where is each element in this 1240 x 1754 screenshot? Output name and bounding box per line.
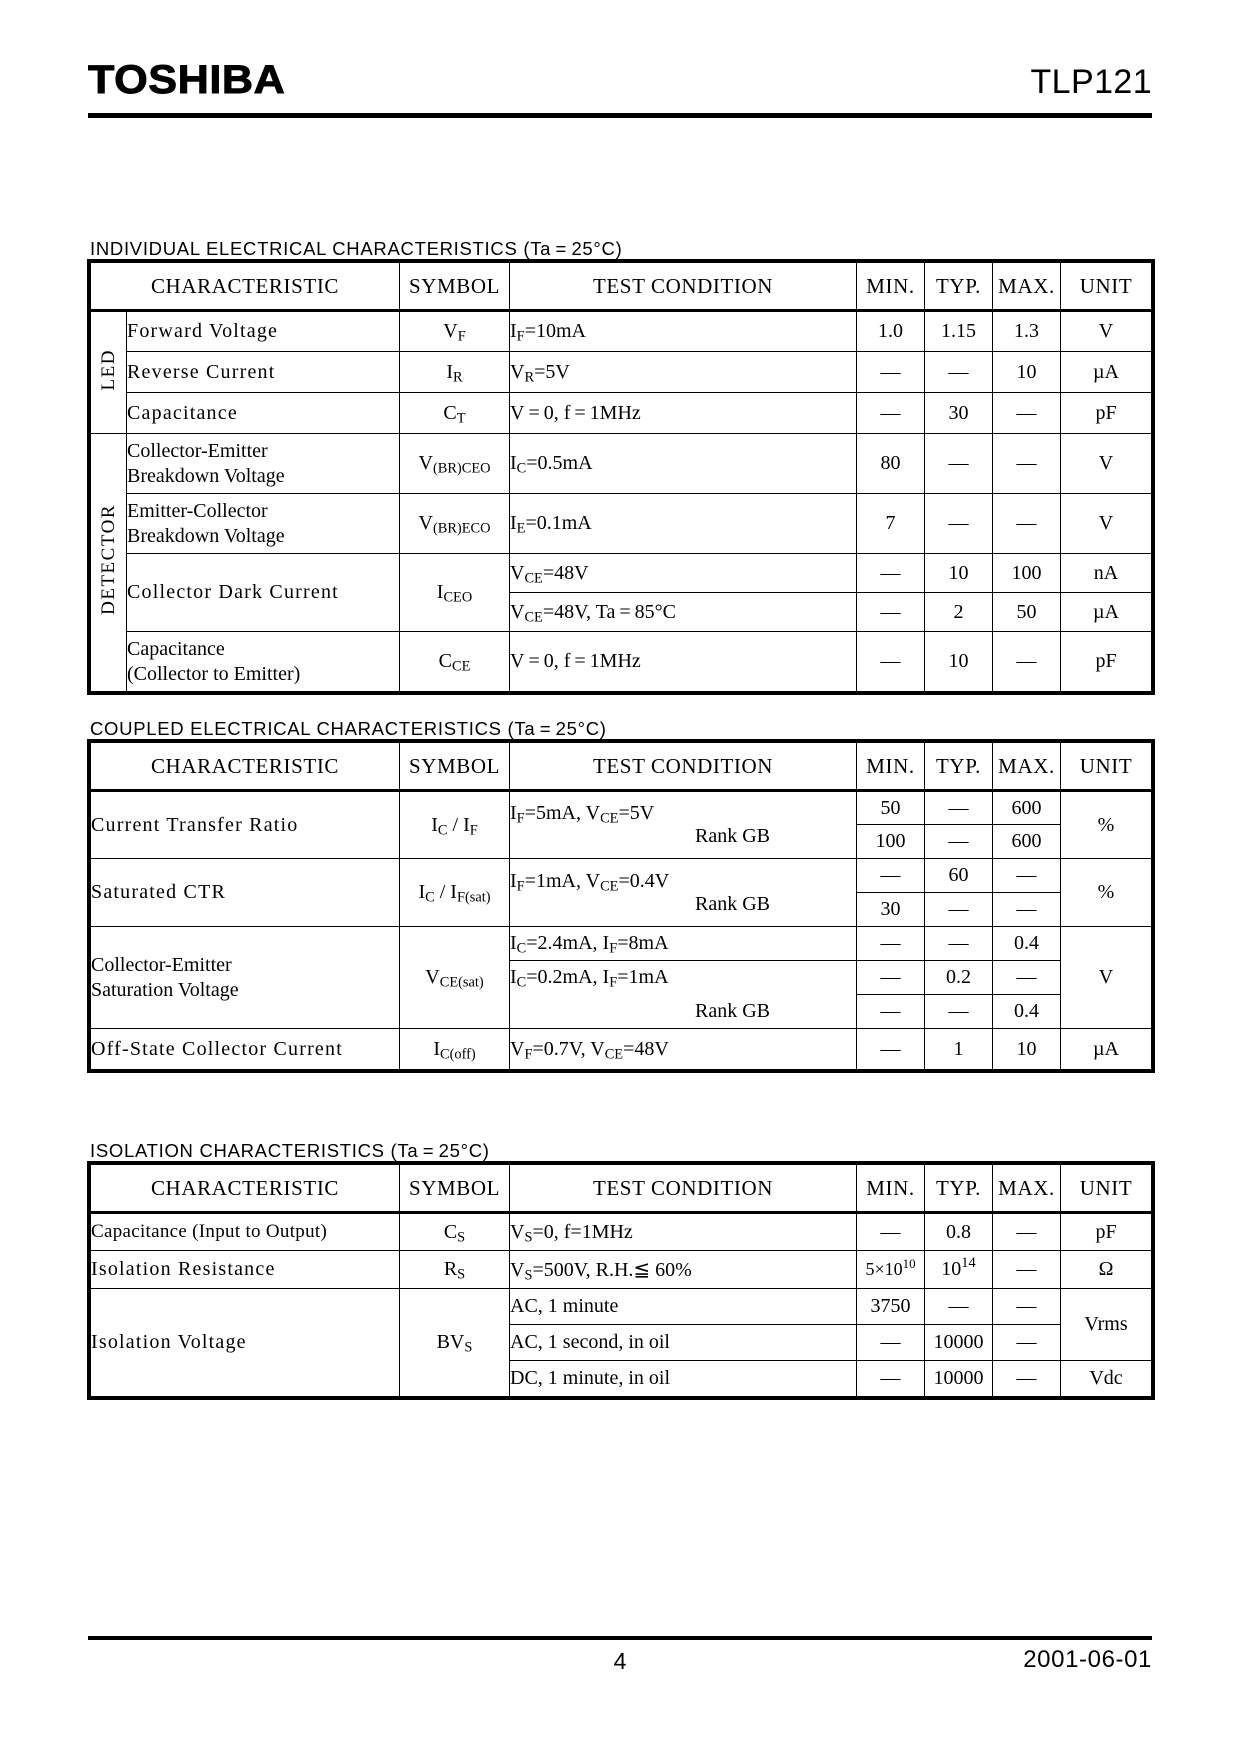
table-row [91,311,1152,352]
row-min: 7 [857,494,925,554]
individual-characteristics-table [90,262,1152,692]
header-symbol: SYMBOL [400,1165,510,1213]
row-unit: V [1061,927,1152,1029]
row-typ: 10000 [925,1361,993,1397]
row-typ: 2 [925,593,993,632]
row-label: Emitter-Collector Breakdown Voltage [127,494,400,554]
row-test-condition: $V_F=0.7V$, $V_{CE}=48V$ [510,1029,857,1070]
row-label: Isolation Resistance [91,1251,400,1289]
row-unit: µA [1061,352,1152,393]
row-max: — [993,434,1061,494]
header-max: MAX. [993,1165,1061,1213]
header-symbol: SYMBOL [400,263,510,311]
row-unit: % [1061,859,1152,927]
row-test-condition-rank: Rank GB [510,995,857,1029]
row-symbol: $V_{(BR)CEO}$ [400,434,510,494]
row-symbol: $I_{C(off)}$ [400,1029,510,1070]
row-label: Current Transfer Ratio [91,791,400,859]
row-label: Capacitance (Input to Output) [91,1213,400,1251]
row-max: — [993,961,1061,995]
row-label: Saturated CTR [91,859,400,927]
isolation-caption: ISOLATION CHARACTERISTICS (Ta = 25°C) [90,1140,490,1161]
row-min: 3750 [857,1289,925,1325]
row-typ: 10000 [925,1325,993,1361]
row-symbol: $I_C / I_F$ [400,791,510,859]
row-typ: — [925,1289,993,1325]
table-row [91,927,1152,961]
row-max: 600 [993,791,1061,825]
footer-divider [88,1636,1152,1640]
row-symbol: $I_C / I_{F(sat)}$ [400,859,510,927]
row-test-condition: V = 0, f = 1MHz [510,632,857,692]
row-label: Capacitance [127,393,400,434]
row-unit: µA [1061,1029,1152,1070]
row-min: — [857,927,925,961]
table-row [91,434,1152,494]
row-max: 1.3 [993,311,1061,352]
row-symbol: $C_S$ [400,1213,510,1251]
individual-caption: INDIVIDUAL ELECTRICAL CHARACTERISTICS (Ta = 25°C) [90,238,623,259]
row-min: — [857,1029,925,1070]
row-min: $5\times 10^{10}$ [857,1251,925,1289]
table-row [91,859,1152,893]
row-max: 0.4 [993,995,1061,1029]
row-min: 100 [857,825,925,859]
row-typ: — [925,352,993,393]
table-row [91,1029,1152,1070]
row-typ: — [925,893,993,927]
row-symbol: $V_F$ [400,311,510,352]
row-max: — [993,893,1061,927]
row-symbol: $I_R$ [400,352,510,393]
row-test-condition: $I_C=2.4mA$, $I_F=8mA$ [510,927,857,961]
table-row [91,1251,1152,1289]
row-test-condition-rank: Rank GB [695,892,770,915]
row-max: — [993,1361,1061,1397]
row-test-condition: $V_{CE}=48V$, Ta = 85°C [510,593,857,632]
row-test-condition: $I_C=0.5mA$ [510,434,857,494]
row-min: — [857,961,925,995]
header-unit: UNIT [1061,263,1152,311]
row-test-condition: AC, 1 second, in oil [510,1325,857,1361]
row-min: — [857,995,925,1029]
row-unit: Vrms [1061,1289,1152,1361]
row-max: — [993,1251,1061,1289]
row-max: — [993,1213,1061,1251]
table-row [91,352,1152,393]
header-min: MIN. [857,743,925,791]
row-unit: V [1061,311,1152,352]
header-max: MAX. [993,743,1061,791]
header-min: MIN. [857,263,925,311]
group-label-detector [91,434,127,692]
table-row [91,393,1152,434]
row-typ: — [925,791,993,825]
row-max: 600 [993,825,1061,859]
row-symbol: $I_{CEO}$ [400,554,510,632]
row-unit: V [1061,494,1152,554]
row-test-condition: $I_F=5mA$, $V_{CE}=5V$ Rank GB [510,791,857,859]
row-max: 0.4 [993,927,1061,961]
row-min: — [857,1325,925,1361]
row-unit: V [1061,434,1152,494]
header-divider [88,113,1152,118]
isolation-characteristics-table [90,1164,1152,1397]
row-max: — [993,1289,1061,1325]
row-label: Forward Voltage [127,311,400,352]
row-label: Isolation Voltage [91,1289,400,1397]
row-unit: µA [1061,593,1152,632]
table-row [91,1213,1152,1251]
header-test-condition: TEST CONDITION [510,263,857,311]
row-test-condition: $I_F=10mA$ [510,311,857,352]
header-unit: UNIT [1061,1165,1152,1213]
page-header [88,58,1152,120]
row-typ: $10^{14}$ [925,1251,993,1289]
table-header-row [91,1165,1152,1213]
group-label-led [91,311,127,434]
header-unit: UNIT [1061,743,1152,791]
row-typ: — [925,434,993,494]
group-label-detector-text: DETECTOR [97,504,119,615]
row-label: Collector-Emitter Breakdown Voltage [127,434,400,494]
row-test-condition: $I_E=0.1mA$ [510,494,857,554]
header-typ: TYP. [925,743,993,791]
row-min: — [857,632,925,692]
coupled-caption: COUPLED ELECTRICAL CHARACTERISTICS (Ta = 25°C) [90,718,607,739]
row-min: — [857,554,925,593]
row-test-condition: $I_C=0.2mA$, $I_F=1mA$ [510,961,857,995]
row-label: Collector Dark Current [127,554,400,632]
row-typ: 0.2 [925,961,993,995]
row-typ: 1 [925,1029,993,1070]
toshiba-logo: TOSHIBA [88,58,286,102]
row-test-condition: $I_F=1mA$, $V_{CE}=0.4V$ Rank GB [510,859,857,927]
row-symbol: $BV_S$ [400,1289,510,1397]
header-typ: TYP. [925,263,993,311]
header-typ: TYP. [925,1165,993,1213]
table-header-row [91,263,1152,311]
row-test-condition: $V_S=500V$, R.H.≦ 60% [510,1251,857,1289]
table-row [91,791,1152,825]
row-typ: 0.8 [925,1213,993,1251]
row-max: — [993,1325,1061,1361]
row-label: Collector-Emitter Saturation Voltage [91,927,400,1029]
row-label: Reverse Current [127,352,400,393]
row-typ: 30 [925,393,993,434]
group-label-led-text: LED [97,348,119,391]
row-typ: — [925,995,993,1029]
row-unit: Vdc [1061,1361,1152,1397]
row-test-condition: $V_S=0$, f=1MHz [510,1213,857,1251]
row-typ: 10 [925,632,993,692]
row-typ: 60 [925,859,993,893]
header-test-condition: TEST CONDITION [510,1165,857,1213]
row-max: — [993,632,1061,692]
row-max: 50 [993,593,1061,632]
table-header-row [91,743,1152,791]
row-typ: 10 [925,554,993,593]
table-row [91,554,1152,593]
part-number: TLP121 [1030,63,1152,101]
row-test-condition: $V_{CE}=48V$ [510,554,857,593]
row-unit: pF [1061,632,1152,692]
header-characteristic: CHARACTERISTIC [91,263,400,311]
row-label: Off-State Collector Current [91,1029,400,1070]
row-min: — [857,1213,925,1251]
header-max: MAX. [993,263,1061,311]
table-row [91,632,1152,692]
row-typ: — [925,494,993,554]
row-max: 10 [993,352,1061,393]
row-max: 100 [993,554,1061,593]
table-row [91,494,1152,554]
header-min: MIN. [857,1165,925,1213]
row-symbol: $C_T$ [400,393,510,434]
row-label: Capacitance (Collector to Emitter) [127,632,400,692]
row-unit: pF [1061,393,1152,434]
row-min: 50 [857,791,925,825]
row-typ: 1.15 [925,311,993,352]
table-row [91,1289,1152,1325]
row-symbol: $C_{CE}$ [400,632,510,692]
row-test-condition-rank: Rank GB [695,825,770,847]
coupled-characteristics-table [90,742,1152,1070]
row-test-condition: AC, 1 minute [510,1289,857,1325]
row-min: 80 [857,434,925,494]
row-min: — [857,352,925,393]
page-number: 4 [613,1648,627,1674]
row-max: 10 [993,1029,1061,1070]
row-min: — [857,393,925,434]
row-test-condition: DC, 1 minute, in oil [510,1361,857,1397]
row-min: — [857,1361,925,1397]
row-max: — [993,859,1061,893]
row-typ: — [925,825,993,859]
header-symbol: SYMBOL [400,743,510,791]
row-unit: Ω [1061,1251,1152,1289]
row-max: — [993,393,1061,434]
header-characteristic: CHARACTERISTIC [91,1165,400,1213]
row-min: — [857,859,925,893]
row-symbol: $V_{CE(sat)}$ [400,927,510,1029]
header-test-condition: TEST CONDITION [510,743,857,791]
row-unit: pF [1061,1213,1152,1251]
row-test-condition: V = 0, f = 1MHz [510,393,857,434]
row-min: 30 [857,893,925,927]
row-symbol: $V_{(BR)ECO}$ [400,494,510,554]
document-date: 2001-06-01 [1023,1646,1152,1673]
row-unit: nA [1061,554,1152,593]
row-symbol: $R_S$ [400,1251,510,1289]
row-test-condition: $V_R=5V$ [510,352,857,393]
row-typ: — [925,927,993,961]
row-min: 1.0 [857,311,925,352]
row-max: — [993,494,1061,554]
row-min: — [857,593,925,632]
header-characteristic: CHARACTERISTIC [91,743,400,791]
row-unit: % [1061,791,1152,859]
